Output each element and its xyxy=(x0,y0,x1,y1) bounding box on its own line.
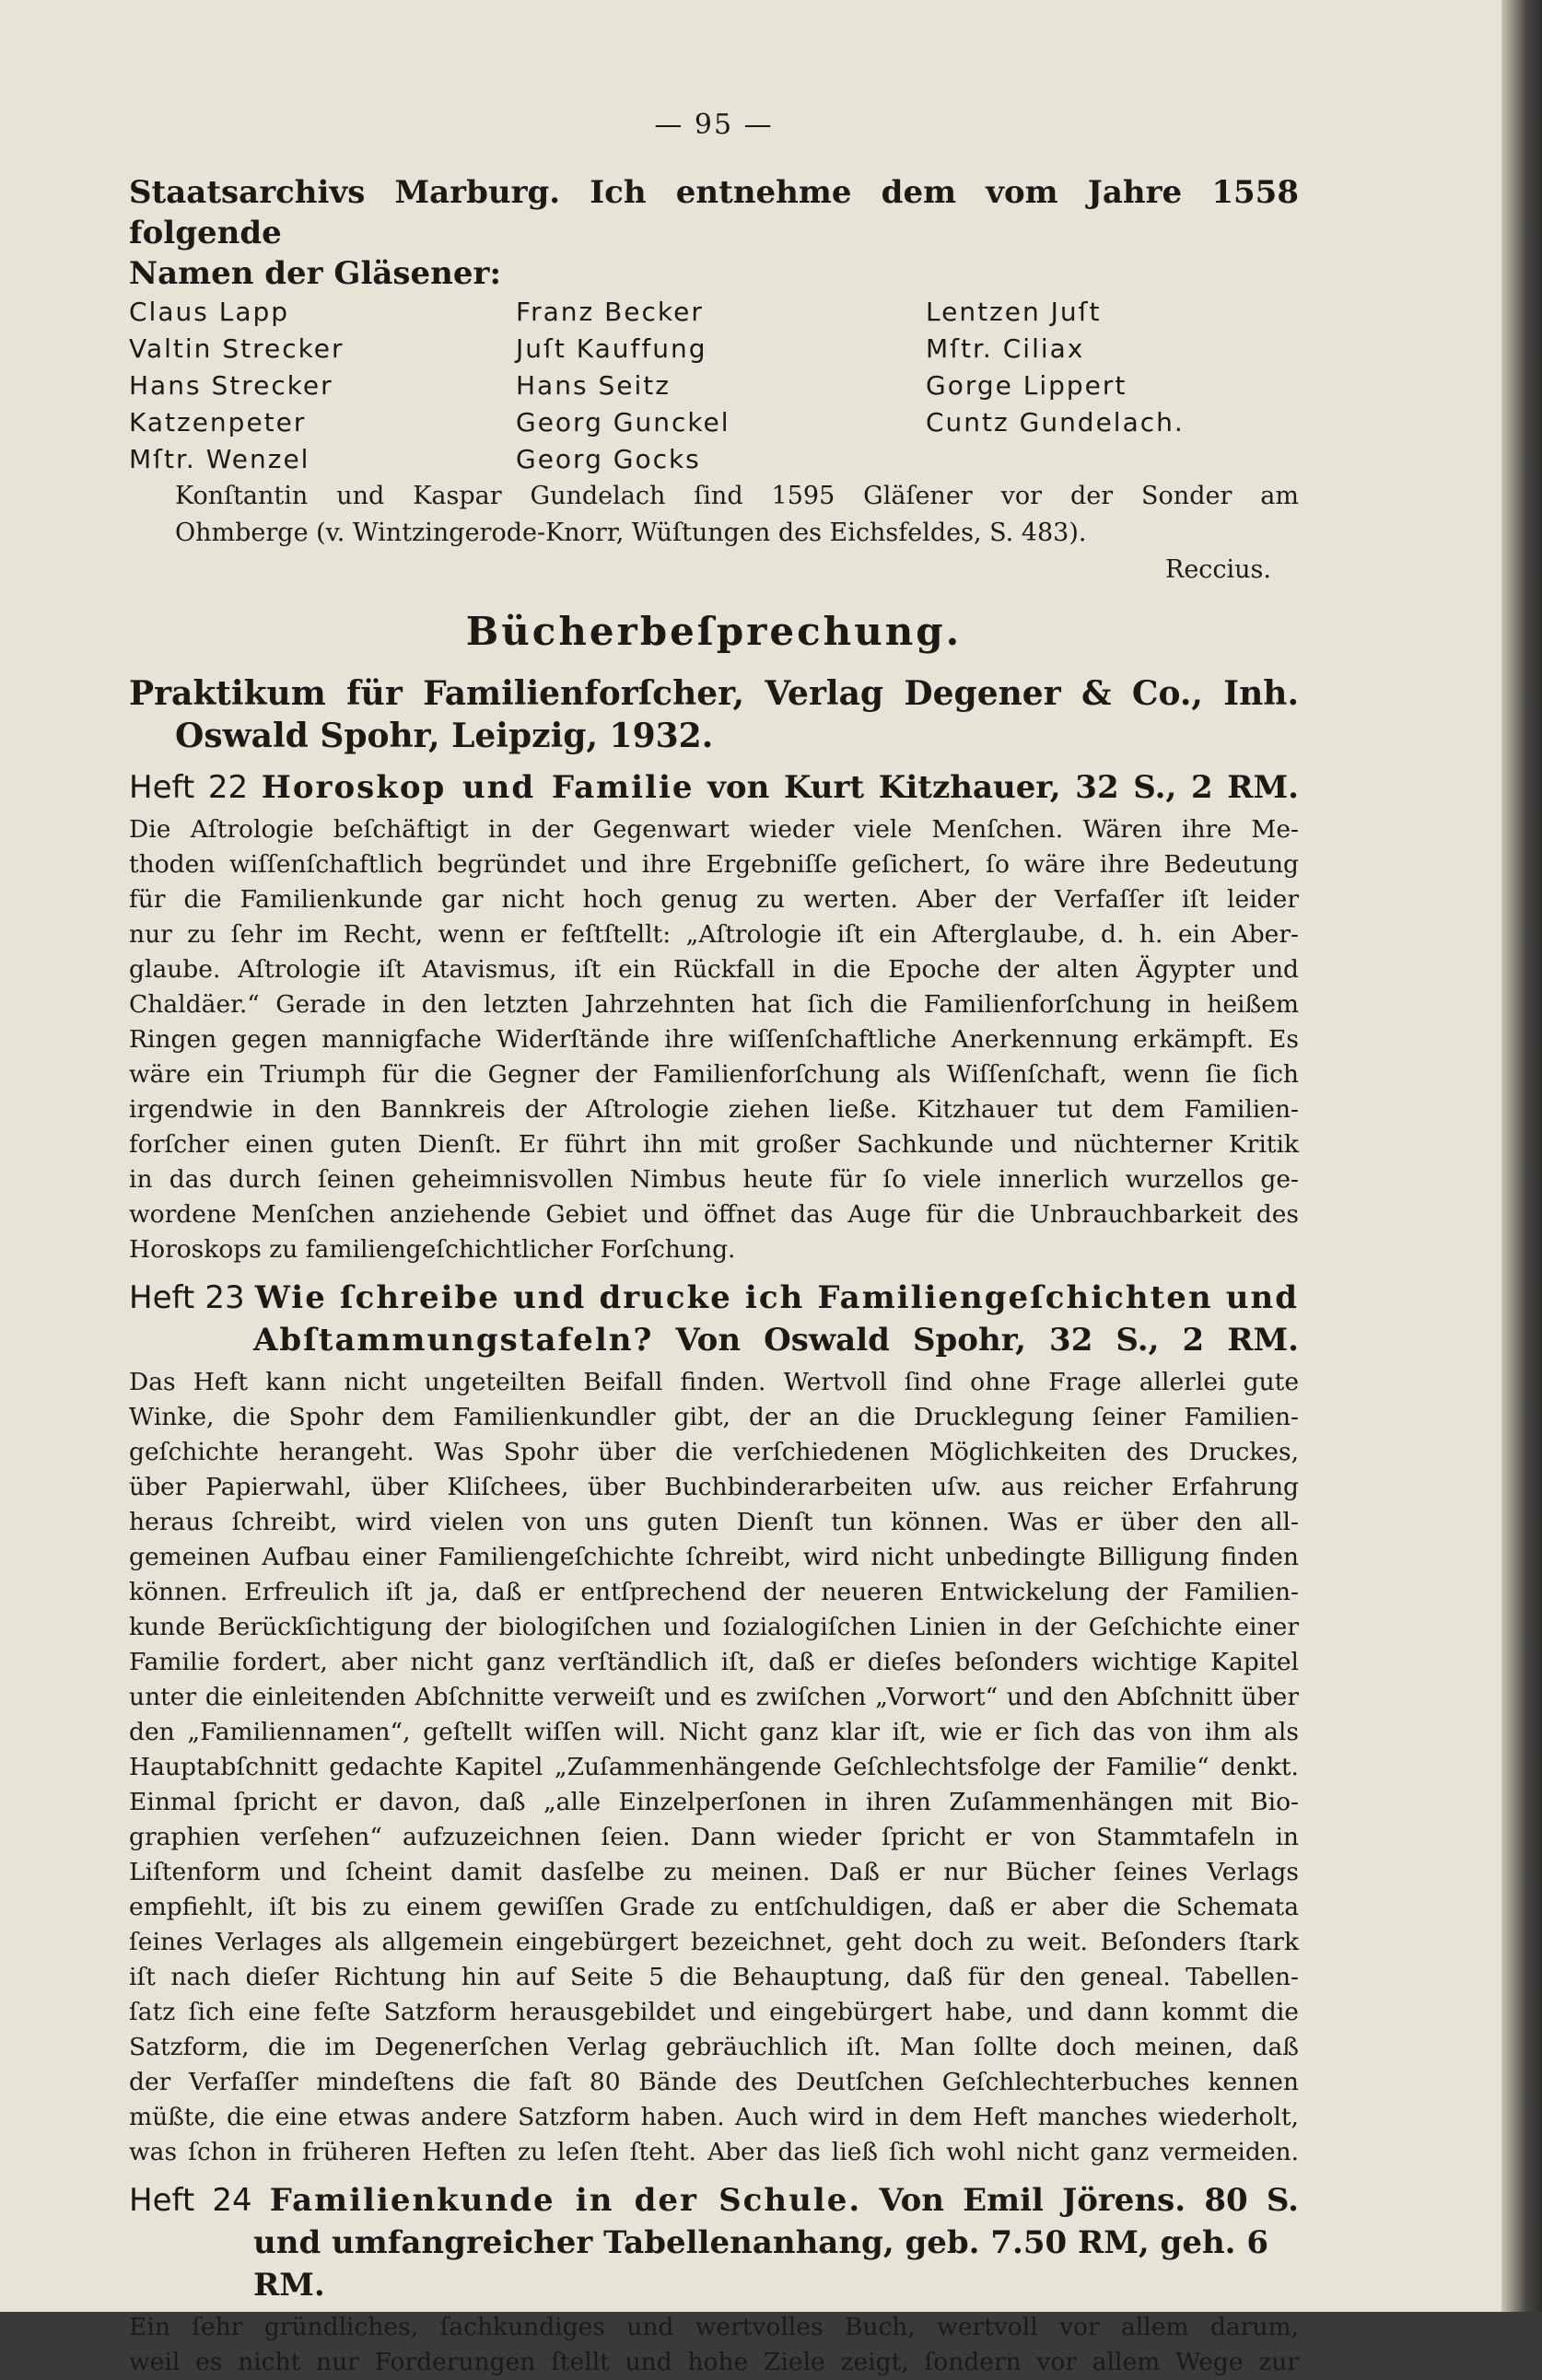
heft-22-heading xyxy=(129,766,1299,809)
review-line: können. Erfreulich iſt ja, daß er entſprechend der neueren Entwickelung der Familien- xyxy=(129,1578,1299,1606)
heft-number: Heft 22 xyxy=(129,769,249,806)
heft-number: Heft 23 xyxy=(129,1279,245,1316)
review-line: Einmal ſpricht er davon, daß „alle Einzelperſonen in ihren Zuſammenhängen mit Bio- xyxy=(129,1788,1299,1816)
heft-24-review xyxy=(129,2310,1299,2380)
review-line: graphien verſehen“ aufzuzeichnen ſeien. Dann wieder ſpricht er von Stammtafeln in xyxy=(129,1823,1299,1851)
name-entry: Mſtr. Wenzel xyxy=(129,444,310,474)
review-line: der Verfaſſer mindeſtens die faſt 80 Bände des Deutſchen Geſchlechterbuches kennen xyxy=(129,2068,1299,2096)
review-line: glaube. Aſtrologie iſt Atavismus, iſt ein Rückfall in die Epoche der alten Ägypter und xyxy=(129,955,1299,984)
review-line: kunde Berückſichtigung der biologiſchen und ſozialogiſchen Linien in der Geſchichte einer xyxy=(129,1613,1299,1641)
book-binding-edge xyxy=(1501,0,1542,2312)
review-line: Das Heft kann nicht ungeteilten Beifall finden. Wertvoll ſind ohne Frage allerlei gute xyxy=(129,1368,1299,1396)
review-line: müßte, die eine etwas andere Satzform haben. Auch wird in dem Heft manches wiederholt, xyxy=(129,2103,1299,2131)
review-line: iſt nach dieſer Richtung hin auf Seite 5 die Behauptung, daß für den geneal. Tabellen- xyxy=(129,1963,1299,1991)
page-number: — 95 — xyxy=(654,109,774,141)
book-title-line-2: Oswald Spohr, Leipzig, 1932. xyxy=(175,717,714,755)
review-line: Chaldäer.“ Gerade in den letzten Jahrzehnten hat ſich die Familienforſchung in heißem xyxy=(129,990,1299,1019)
review-line: in das durch ſeinen geheimnisvollen Nimbus heute für ſo viele innerlich wurzellos ge- xyxy=(129,1165,1299,1194)
name-entry: Hans Seitz xyxy=(516,370,671,401)
review-line: ſatz ſich eine feſte Satzform herausgebildet und eingebürgert habe, und dann kommt die xyxy=(129,1998,1299,2026)
review-line: Satzform, die im Degenerſchen Verlag gebräuchlich iſt. Man ſollte doch meinen, daß xyxy=(129,2033,1299,2061)
review-line: für die Familienkunde gar nicht hoch genug zu werten. Aber der Verfaſſer iſt leider xyxy=(129,885,1299,914)
review-line: Hauptabſchnitt gedachte Kapitel „Zuſammenhängende Geſchlechtsfolge der Familie“ denkt. xyxy=(129,1753,1299,1781)
name-entry: Georg Gocks xyxy=(516,444,701,474)
name-entry: Valtin Strecker xyxy=(129,333,345,364)
review-line: irgendwie in den Bannkreis der Aſtrologie ziehen ließe. Kitzhauer tut dem Familien- xyxy=(129,1095,1299,1124)
name-entry: Gorge Lippert xyxy=(926,370,1127,401)
name-entry: Katzenpeter xyxy=(129,407,307,438)
heft-title: Familienkunde in der Schule. xyxy=(269,2182,862,2219)
review-line: Die Aſtrologie beſchäftigt in der Gegenwart wieder viele Menſchen. Wären ihre Me- xyxy=(129,815,1299,844)
heft-23-heading-line-2 xyxy=(129,1319,1299,1361)
review-line: forſcher einen guten Dienſt. Er führt ihn mit großer Sachkunde und nüchterner Kritik xyxy=(129,1130,1299,1159)
name-entry: Cuntz Gundelach. xyxy=(926,407,1185,438)
name-entry: Lentzen Juſt xyxy=(926,297,1102,327)
heft-24-heading-line-2: und umfangreicher Tabellenanhang, geb. 7.50 RM, geh. 6 RM. xyxy=(253,2224,1269,2304)
review-line: Liſtenform und ſcheint damit dasſelbe zu meinen. Daß er nur Bücher ſeines Verlags xyxy=(129,1858,1299,1886)
heft-number: Heft 24 xyxy=(129,2182,252,2219)
review-line: was ſchon in früheren Heften zu leſen ſteht. Aber das ließ ſich wohl nicht ganz vermeiden. xyxy=(129,2138,1299,2166)
review-line: wordene Menſchen anziehende Gebiet und öffnet das Auge für die Unbrauchbarkeit des xyxy=(129,1200,1299,1229)
note-line-2: Ohmberge (v. Wintzingerode-Knorr, Wüſtungen des Eichsfeldes, S. 483). xyxy=(175,519,1087,547)
heft-author: Von Oswald Spohr, 32 S., 2 RM. xyxy=(675,1322,1299,1359)
review-line: Winke, die Spohr dem Familienkundler gibt, der an die Drucklegung ſeiner Familien- xyxy=(129,1403,1299,1431)
heft-author: Von Emil Jörens. 80 S. xyxy=(879,2182,1300,2219)
book-publisher: Verlag Degener & Co., Inh. xyxy=(765,674,1299,713)
review-line: Horoskops zu familiengeſchichtlicher Forſchung. xyxy=(129,1235,736,1264)
review-line: nur zu ſehr im Recht, wenn er feſtſtellt: „Aſtrologie iſt ein Afterglaube, d. h. ein Aber- xyxy=(129,920,1299,949)
heft-title-continued: Abſtammungstafeln? xyxy=(253,1322,654,1359)
heft-title: Wie ſchreibe und drucke ich Familiengeſchichten und xyxy=(254,1279,1299,1316)
heft-title: Horoskop und Familie xyxy=(261,769,695,806)
review-line: den „Familiennamen“, geſtellt wiſſen will. Nicht ganz klar iſt, wie er ſich das von ihm als xyxy=(129,1718,1299,1746)
book-title: Praktikum für Familienforſcher, xyxy=(129,674,745,713)
review-line: geſchichte herangeht. Was Spohr über die verſchiedenen Möglichkeiten des Druckes, xyxy=(129,1438,1299,1466)
review-line: über Papierwahl, über Kliſchees, über Buchbinderarbeiten uſw. aus reicher Erfahrung xyxy=(129,1473,1299,1501)
name-entry: Georg Gunckel xyxy=(516,407,730,438)
name-entry: Mſtr. Ciliax xyxy=(926,333,1085,364)
review-line: heraus ſchreibt, wird vielen von uns guten Dienſt tun können. Was er über den all- xyxy=(129,1508,1299,1536)
name-entry: Franz Becker xyxy=(516,297,704,327)
review-line: wäre ein Triumph für die Gegner der Familienforſchung als Wiſſenſchaft, wenn ſie ſich xyxy=(129,1060,1299,1089)
heft-22-review xyxy=(129,812,1299,1267)
name-entry: Juſt Kauffung xyxy=(516,333,707,364)
intro-line-1: Staatsarchivs Marburg. Ich entnehme dem vom Jahre 1558 folgende xyxy=(129,174,1299,251)
names-list xyxy=(129,294,1299,478)
review-line: weil es nicht nur Forderungen ſtellt und hohe Ziele zeigt, ſondern vor allem Wege zur xyxy=(129,2348,1299,2376)
author-signature: Reccius. xyxy=(1164,555,1271,584)
review-line: gemeinen Aufbau einer Familiengeſchichte ſchreibt, wird nicht unbedingte Billigung finden xyxy=(129,1543,1299,1571)
review-line: Ein ſehr gründliches, ſachkundiges und wertvolles Buch, wertvoll vor allem darum, xyxy=(129,2313,1299,2341)
review-line: Ringen gegen mannigfache Widerſtände ihre wiſſenſchaftliche Anerkennung erkämpft. Es xyxy=(129,1025,1299,1054)
note-line-1: Konſtantin und Kaspar Gundelach ſind 1595 Gläſener vor der Sonder am xyxy=(175,482,1299,510)
review-line: unter die einleitenden Abſchnitte verweiſt und es zwiſchen „Vorwort“ und den Abſchnitt über xyxy=(129,1683,1299,1711)
heft-23-review xyxy=(129,1365,1299,2170)
review-line: ſeines Verlages als allgemein eingebürgert bezeichnet, geht doch zu weit. Beſonders ſtark xyxy=(129,1928,1299,1956)
heft-author: von Kurt Kitzhauer, 32 S., 2 RM. xyxy=(707,769,1299,806)
section-title: Bücherbeſprechung. xyxy=(465,609,963,654)
heft-24-heading xyxy=(129,2179,1299,2222)
heft-23-heading xyxy=(129,1277,1299,1319)
name-entry: Hans Strecker xyxy=(129,370,333,401)
intro-line-2: Namen der Gläsener: xyxy=(129,255,501,292)
review-line: Familie fordert, aber nicht ganz verſtändlich iſt, daß er dieſes beſonders wichtige Kapitel xyxy=(129,1648,1299,1676)
name-entry: Claus Lapp xyxy=(129,297,290,327)
review-line: thoden wiſſenſchaftlich begründet und ihre Ergebniſſe geſichert, ſo wäre ihre Bedeutung xyxy=(129,850,1299,879)
name-entry xyxy=(926,441,1299,478)
page-content xyxy=(129,109,1299,2380)
review-line: empfiehlt, iſt bis zu einem gewiſſen Grade zu entſchuldigen, daß er aber die Schemata xyxy=(129,1893,1299,1921)
book-title-line-1 xyxy=(129,672,1299,715)
